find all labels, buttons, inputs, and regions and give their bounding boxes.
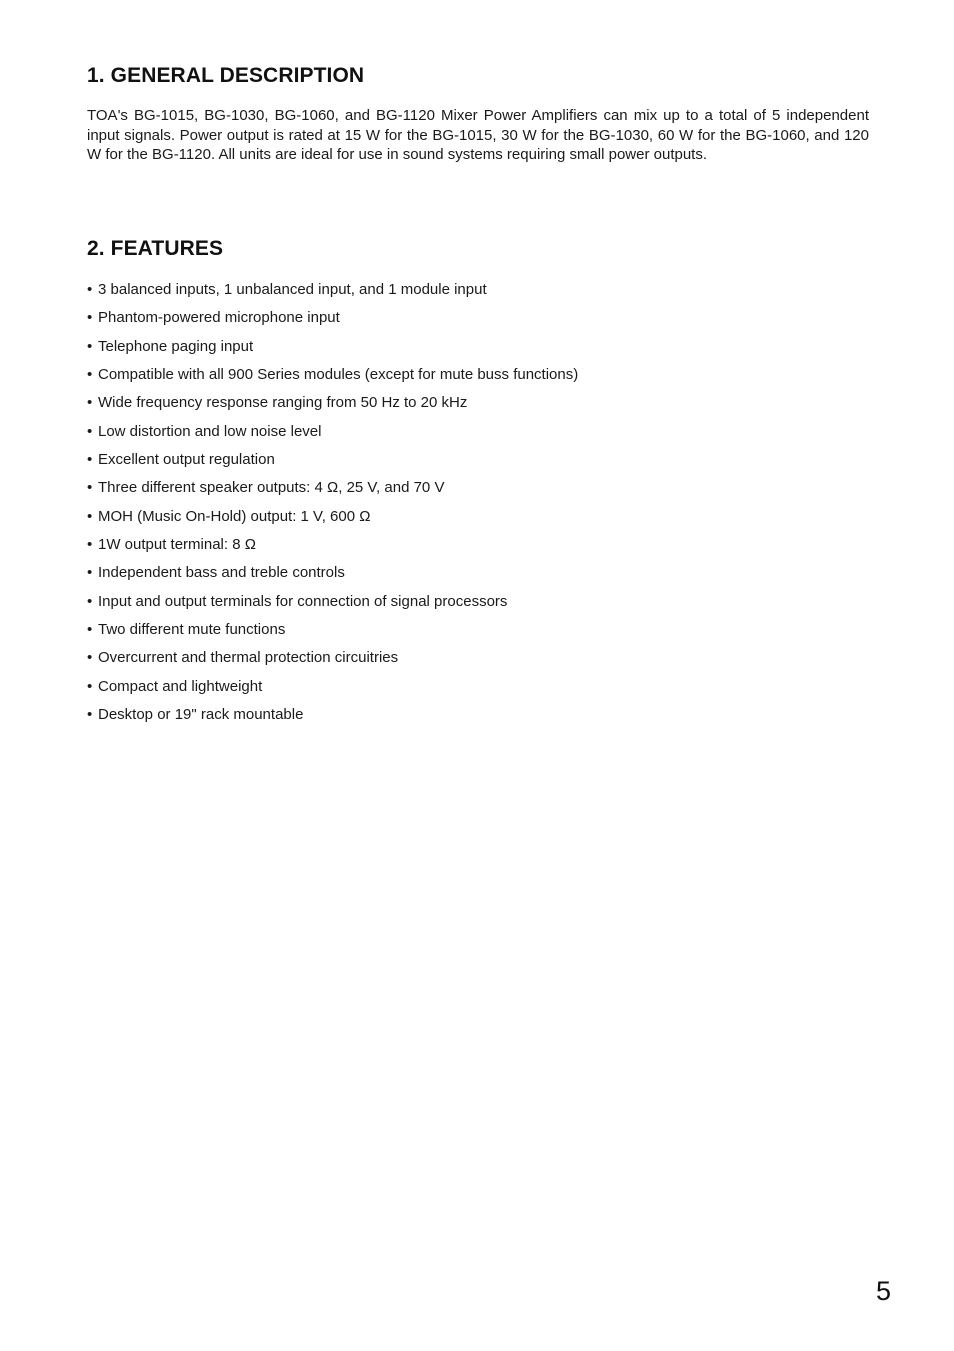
list-item	[87, 393, 578, 421]
feature-text: Phantom-powered microphone input	[98, 309, 340, 327]
list-item	[87, 280, 578, 308]
feature-text: 1W output terminal: 8 Ω	[98, 536, 256, 554]
feature-text: Two different mute functions	[98, 621, 286, 639]
section-title-features: 2. FEATURES	[87, 237, 224, 260]
list-item	[87, 422, 578, 450]
list-item	[87, 677, 578, 705]
feature-text: Compatible with all 900 Series modules (except for mute buss functions)	[98, 366, 579, 384]
bullet-glyph: •	[87, 592, 93, 610]
bullet-glyph: •	[87, 394, 93, 412]
bullet-glyph: •	[87, 337, 93, 355]
bullet-glyph: •	[87, 366, 93, 384]
bullet-glyph: •	[87, 621, 93, 639]
list-item	[87, 620, 578, 648]
feature-text: Wide frequency response ranging from 50 Hz to 20 kHz	[98, 394, 468, 412]
feature-text: Input and output terminals for connection of signal processors	[98, 592, 508, 610]
feature-text: Telephone paging input	[98, 337, 254, 355]
feature-text: Independent bass and treble controls	[98, 564, 345, 582]
features-list	[87, 280, 578, 734]
list-item	[87, 563, 578, 591]
list-item	[87, 450, 578, 478]
bullet-glyph: •	[87, 507, 93, 525]
feature-text: Desktop or 19" rack mountable	[98, 706, 304, 724]
list-item	[87, 478, 578, 506]
list-item	[87, 308, 578, 336]
feature-text: 3 balanced inputs, 1 unbalanced input, and 1 module input	[98, 281, 487, 298]
feature-text: Excellent output regulation	[98, 451, 275, 469]
bullet-glyph: •	[87, 451, 93, 469]
bullet-glyph: •	[87, 677, 93, 695]
feature-text: Compact and lightweight	[98, 677, 263, 695]
bullet-glyph: •	[87, 422, 93, 440]
list-item	[87, 648, 578, 676]
bullet-glyph: •	[87, 649, 93, 667]
section-title-general-description: 1. GENERAL DESCRIPTION	[87, 64, 365, 87]
bullet-glyph: •	[87, 536, 93, 554]
bullet-glyph: •	[87, 706, 93, 724]
page-number: 5	[876, 1276, 892, 1306]
list-item	[87, 365, 578, 393]
feature-text: Overcurrent and thermal protection circuitries	[98, 649, 399, 667]
bullet-glyph: •	[87, 479, 93, 497]
feature-text: Three different speaker outputs: 4 Ω, 25 V, and 70 V	[98, 479, 445, 497]
feature-text: Low distortion and low noise level	[98, 422, 322, 440]
list-item	[87, 535, 578, 563]
list-item	[87, 592, 578, 620]
bullet-glyph: •	[87, 281, 93, 298]
bullet-glyph: •	[87, 564, 93, 582]
list-item	[87, 507, 578, 535]
list-item	[87, 337, 578, 365]
bullet-glyph: •	[87, 309, 93, 327]
list-item	[87, 705, 578, 733]
general-description-paragraph: TOA's BG-1015, BG-1030, BG-1060, and BG-1120 Mixer Power Amplifiers can mix up to a total of 5 independent input signals. Power output is rated at 15 W for the BG-1015, 30 W for the BG-1030, 60 W for the BG-1060, and 120 W for the BG-1120. All units are ideal for use in sound systems requiring small power outputs.	[87, 107, 869, 163]
feature-text: MOH (Music On-Hold) output: 1 V, 600 Ω	[98, 507, 371, 525]
